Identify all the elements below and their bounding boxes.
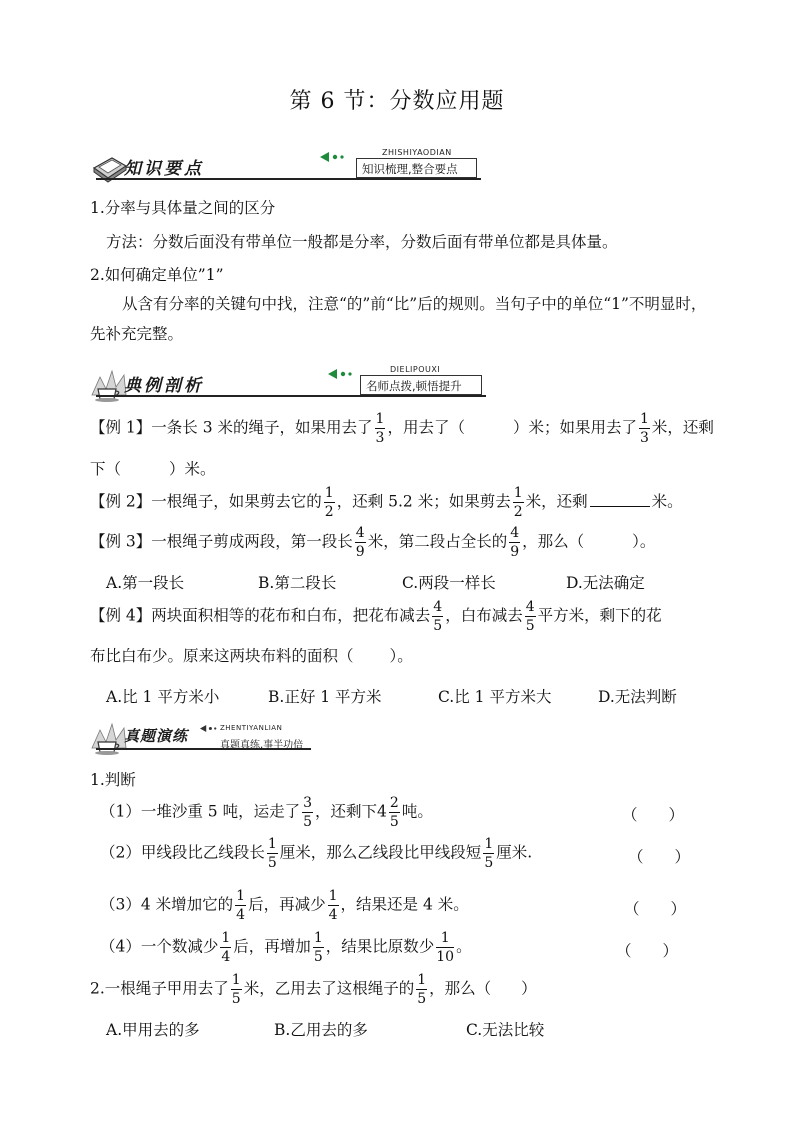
section-name: 知识要点 (124, 159, 204, 179)
fraction: $\frac{1}{5}$ (267, 836, 277, 871)
section-name: 典例剖析 (124, 376, 204, 396)
option-b[interactable]: B.正好 1 平方米 (268, 688, 382, 706)
fraction: $\frac{1}{4}$ (328, 888, 338, 923)
fraction: $\frac{1}{5}$ (231, 972, 241, 1007)
option-c[interactable]: C.比 1 平方米大 (438, 688, 552, 706)
judge-answer-paren[interactable]: （ ） (624, 900, 687, 918)
section-tagline: 真题真练,事半功倍 (220, 740, 304, 751)
fraction: $\frac{4}{5}$ (525, 599, 535, 634)
section-banner-practice (90, 718, 310, 758)
text: 厘米. (496, 843, 533, 862)
option-d[interactable]: D.无法确定 (566, 574, 645, 592)
text-line: 2.如何确定单位”1” (90, 266, 224, 284)
fraction: $\frac{1}{5}$ (484, 836, 494, 871)
question-1-label: 1.判断 (90, 771, 136, 789)
text: 【例 4】两块面积相等的花布和白布，把花布减去 (90, 606, 431, 625)
text: 下（ (90, 460, 122, 478)
text: 。 (456, 937, 472, 956)
text: 米，乙用去了这根绳子的 (243, 979, 415, 998)
judge-2 (100, 837, 532, 870)
text: 平方米，剩下的花 (537, 606, 662, 625)
text: ）。 (389, 647, 413, 665)
text: 布比白布少。原来这两块布料的面积（ (90, 647, 354, 665)
text: 米，第二段占全长的 (367, 532, 508, 551)
option-a[interactable]: A.甲用去的多 (106, 1021, 200, 1039)
fraction: $\frac{1}{2}$ (513, 485, 523, 520)
text: ）米；如果用去了 (512, 418, 637, 437)
fraction: $\frac{1}{3}$ (639, 411, 649, 446)
judge-answer-paren[interactable]: （ ） (628, 848, 691, 866)
example-1-line-2 (90, 457, 216, 479)
fraction: $\frac{1}{4}$ (236, 888, 246, 923)
example-3-line (90, 526, 655, 559)
text: 吨。 (401, 802, 433, 821)
text: ，结果比原数少 (325, 937, 435, 956)
text: 米，还剩 (651, 418, 714, 437)
option-a[interactable]: A.比 1 平方米小 (106, 688, 220, 706)
text: ，还剩 5.2 米；如果剪去 (336, 492, 511, 511)
text-line: 先补充完整。 (90, 325, 184, 343)
fraction: $\frac{1}{10}$ (436, 930, 455, 965)
section-pinyin: ZHENTIYANLIAN (220, 724, 283, 732)
option-c[interactable]: C.两段一样长 (402, 574, 496, 592)
section-name: 真题演练 (124, 727, 189, 745)
fraction: $\frac{1}{5}$ (313, 930, 323, 965)
section-banner-examples (90, 365, 485, 405)
fraction: $\frac{4}{5}$ (433, 599, 443, 634)
fraction: $\frac{3}{5}$ (303, 795, 312, 830)
option-b[interactable]: B.乙用去的多 (274, 1021, 368, 1039)
judge-1 (100, 796, 433, 829)
answer-blank[interactable] (590, 492, 650, 507)
text: ，用去了（ (387, 418, 465, 437)
judge-4 (100, 931, 472, 964)
option-b[interactable]: B.第二段长 (258, 574, 337, 592)
text: 后，再减少 (248, 895, 326, 914)
text: ）米。 (169, 460, 216, 478)
fraction: $\frac{1}{5}$ (417, 972, 427, 1007)
section-pinyin: ZHISHIYAODIAN (382, 148, 452, 157)
text: 米。 (651, 492, 683, 511)
text: ，那么（ (429, 979, 492, 998)
section-banner-knowledge (90, 148, 480, 188)
text: （2）甲线段比乙线段长 (100, 843, 265, 862)
text: （4）一个数减少 (100, 937, 219, 956)
option-a[interactable]: A.第一段长 (106, 574, 185, 592)
example-2-line (90, 486, 683, 519)
text: ，结果还是 4 米。 (340, 895, 469, 914)
section-pinyin: DIELIPOUXI (390, 365, 441, 374)
text: 2.一根绳子甲用去了 (90, 979, 229, 998)
arrow-icon (200, 724, 218, 733)
arrow-icon (320, 151, 346, 163)
text: ）。 (632, 532, 656, 551)
judge-answer-paren[interactable]: （ ） (616, 942, 679, 960)
text: （3）4 米增加它的 (100, 895, 234, 914)
example-1-line-1 (90, 412, 714, 445)
fraction: $\frac{4}{9}$ (355, 525, 365, 560)
text: （1）一堆沙重 5 吨，运走了 (100, 802, 301, 821)
text: ，白布减去 (445, 606, 523, 625)
section-tagline: 名师点拨,顿悟提升 (360, 375, 482, 395)
text-line: 从含有分率的关键句中找，注意“的”前“比”后的规则。当句子中的单位“1”不明显时， (122, 295, 707, 313)
page-title: 第 6 节：分数应用题 (289, 89, 505, 114)
text: ） (521, 979, 537, 998)
fraction: $\frac{4}{9}$ (510, 525, 520, 560)
section-tagline: 知识梳理,整合要点 (356, 158, 477, 178)
text: 米，还剩 (525, 492, 588, 511)
arrow-icon (328, 368, 354, 380)
option-d[interactable]: D.无法判断 (598, 688, 677, 706)
judge-3 (100, 889, 469, 922)
text: 【例 2】一根绳子，如果剪去它的 (90, 492, 322, 511)
text: 后，再增加 (233, 937, 311, 956)
option-c[interactable]: C.无法比较 (466, 1021, 545, 1039)
fraction: $\frac{1}{3}$ (375, 411, 385, 446)
fraction: $\frac{1}{4}$ (221, 930, 231, 965)
text: ，还剩下 (315, 802, 378, 821)
fraction: $\frac{1}{2}$ (324, 485, 334, 520)
text: ，那么（ (522, 532, 585, 551)
text: 厘米，那么乙线段比甲线段短 (279, 843, 482, 862)
mixed-number: 4 $\frac{2}{5}$ (377, 795, 399, 830)
example-4-line-2 (90, 644, 413, 666)
judge-answer-paren[interactable]: （ ） (622, 806, 685, 824)
text-line: 方法：分数后面没有带单位一般都是分率，分数后面有带单位都是具体量。 (106, 233, 618, 251)
text: 【例 3】一根绳子剪成两段，第一段长 (90, 532, 353, 551)
text: 【例 1】一条长 3 米的绳子，如果用去了 (90, 418, 373, 437)
question-2 (90, 973, 537, 1006)
text-line: 1.分率与具体量之间的区分 (90, 199, 276, 217)
example-4-line-1 (90, 600, 662, 633)
